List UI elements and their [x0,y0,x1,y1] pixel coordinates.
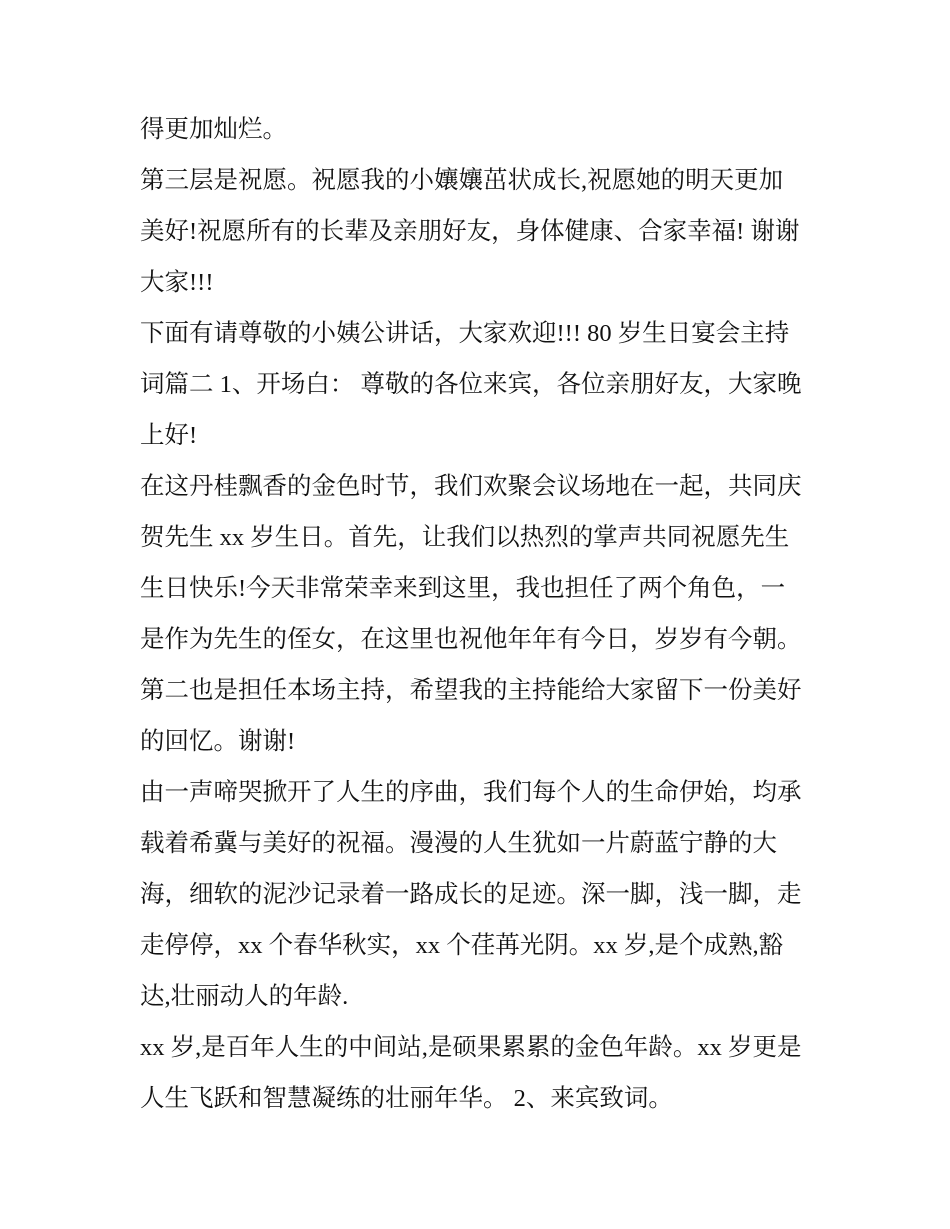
document-body [140,104,820,1124]
text-line: 由一声啼哭掀开了人生的序曲，我们每个人的生命伊始，均承 [140,779,802,806]
text-line: 大家!!! [140,269,214,296]
text-line: 载着希冀与美好的祝福。漫漫的人生犹如一片蔚蓝宁静的大 [140,830,777,857]
text-line: 得更加灿烂。 [140,116,287,143]
text-line: 第三层是祝愿。祝愿我的小孃孃茁状成长,祝愿她的明天更加 [140,167,784,194]
text-line: 是作为先生的侄女，在这里也祝他年年有今日，岁岁有今朝。 [140,626,802,653]
text-line: 生日快乐!今天非常荣幸来到这里，我也担任了两个角色，一 [140,575,786,602]
text-line: 在这丹桂飘香的金色时节，我们欢聚会议场地在一起，共同庆 [140,473,802,500]
text-line: 美好!祝愿所有的长辈及亲朋好友，身体健康、合家幸福! 谢谢 [140,218,800,245]
text-line: 的回忆。谢谢! [140,728,296,755]
text-line: 达,壮丽动人的年龄. [140,983,349,1010]
text-line: 人生飞跃和智慧凝练的壮丽年华。 2、来宾致词。 [140,1085,673,1112]
text-line: 走停停，xx 个春华秋实，xx 个荏苒光阴。xx 岁,是个成熟,豁 [140,932,784,959]
text-line: xx 岁,是百年人生的中间站,是硕果累累的金色年龄。xx 岁更是 [140,1034,802,1061]
text-line: 第二也是担任本场主持，希望我的主持能给大家留下一份美好 [140,677,802,704]
text-line: 上好! [140,422,198,449]
text-line: 贺先生 xx 岁生日。首先，让我们以热烈的掌声共同祝愿先生 [140,524,790,551]
text-line: 海，细软的泥沙记录着一路成长的足迹。深一脚，浅一脚，走 [140,881,802,908]
text-line: 词篇二 1、开场白： 尊敬的各位来宾，各位亲朋好友，大家晚 [140,371,802,398]
text-line: 下面有请尊敬的小姨公讲话，大家欢迎!!! 80 岁生日宴会主持 [140,320,790,347]
